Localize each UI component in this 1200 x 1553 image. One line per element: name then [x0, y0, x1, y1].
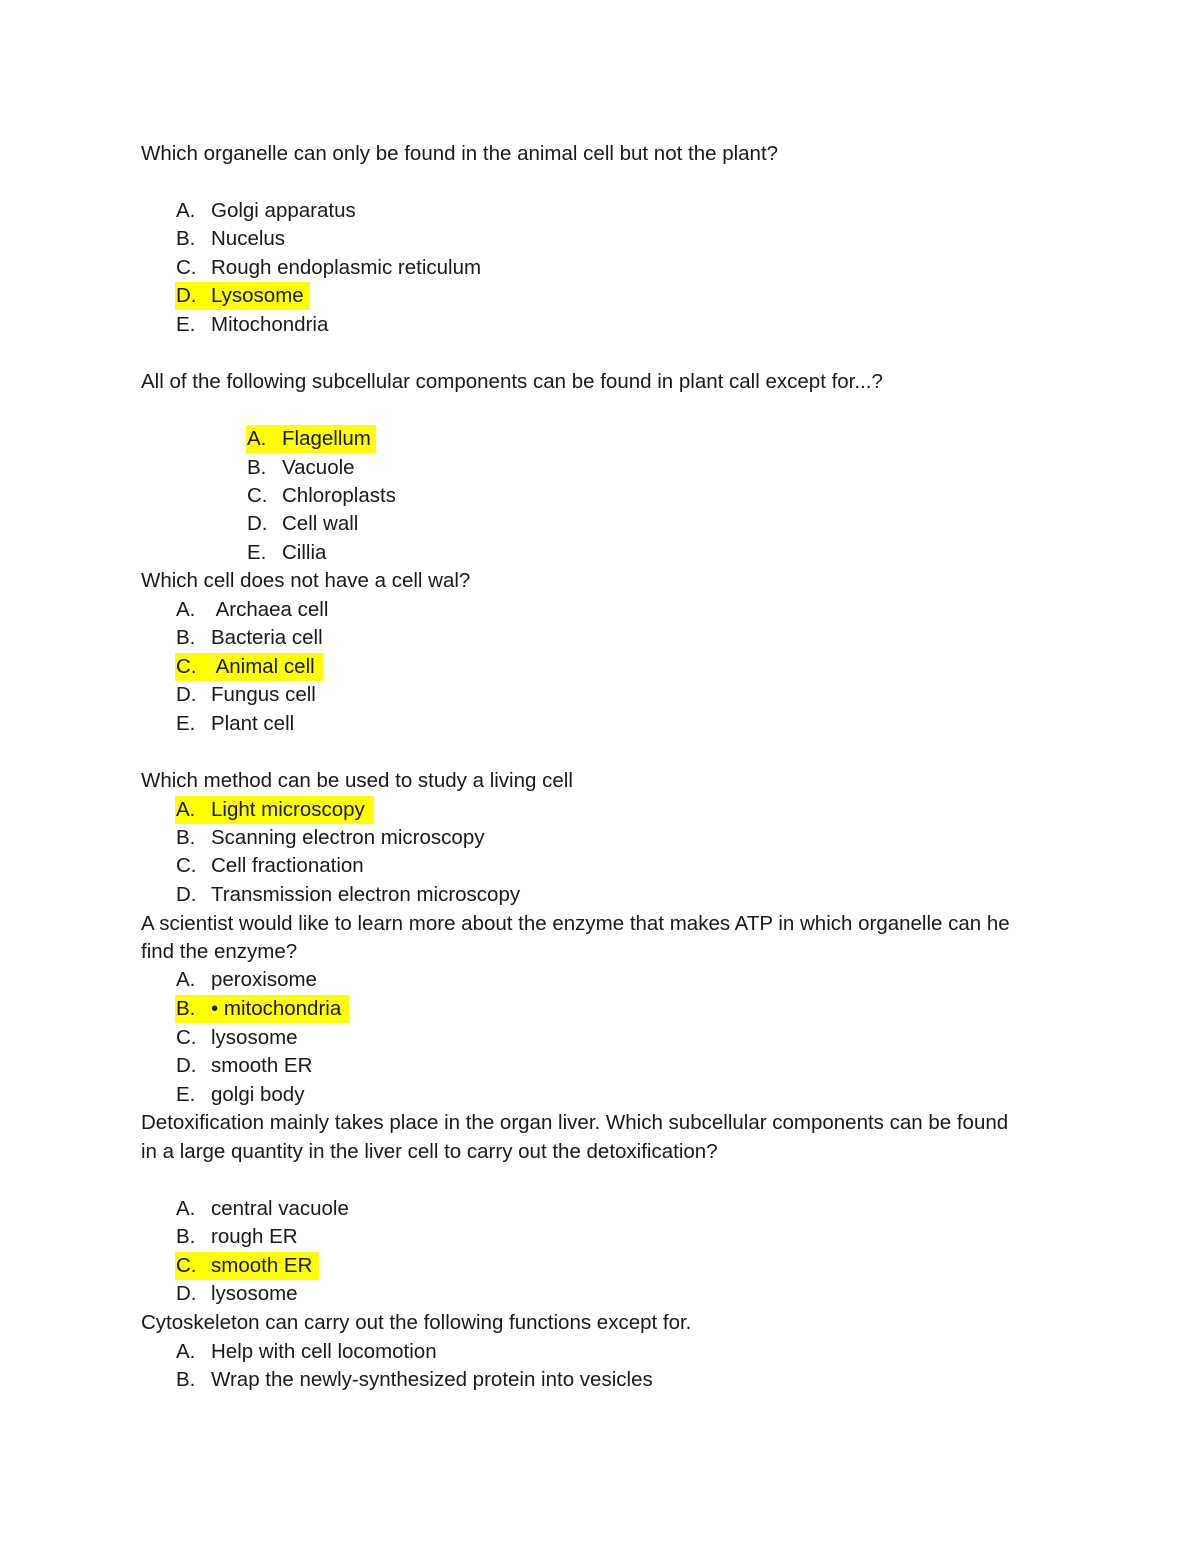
option-letter: C.: [176, 854, 197, 877]
option-text: smooth ER: [211, 1254, 313, 1277]
option-letter: C.: [176, 655, 197, 678]
question-1-prompt: Which organelle can only be found in the animal cell but not the plant?: [141, 142, 779, 165]
option-text: Scanning electron microscopy: [211, 826, 485, 849]
option-letter: A.: [176, 968, 196, 991]
option-text: lysosome: [211, 1026, 298, 1049]
option-letter: B.: [176, 626, 196, 649]
question-4-prompt: Which method can be used to study a living cell: [141, 769, 573, 792]
option-letter: B.: [176, 1225, 196, 1248]
question-2-option-a-highlighted: [246, 425, 376, 453]
option-text: Help with cell locomotion: [211, 1340, 437, 1363]
option-text: smooth ER: [211, 1054, 313, 1077]
option-text: Lysosome: [211, 284, 304, 307]
option-letter: D.: [176, 883, 197, 906]
option-text: Animal cell: [211, 655, 315, 678]
option-text: Chloroplasts: [282, 484, 396, 507]
option-letter: A.: [176, 798, 196, 821]
option-text: Mitochondria: [211, 313, 329, 336]
option-letter: E.: [176, 712, 196, 735]
option-letter: B.: [176, 1368, 196, 1391]
option-letter: A.: [176, 1197, 196, 1220]
option-letter: D.: [176, 1282, 197, 1305]
option-text: Archaea cell: [211, 598, 329, 621]
option-text: rough ER: [211, 1225, 298, 1248]
option-text: Golgi apparatus: [211, 199, 356, 222]
option-text: Vacuole: [282, 456, 355, 479]
option-text: Cillia: [282, 541, 327, 564]
question-5-prompt-line-2: find the enzyme?: [141, 940, 298, 963]
option-letter: A.: [247, 427, 267, 450]
option-letter: D.: [176, 1054, 197, 1077]
option-letter: C.: [176, 1026, 197, 1049]
option-letter: A.: [176, 1340, 196, 1363]
option-letter: B.: [176, 997, 196, 1020]
option-text: Cell fractionation: [211, 854, 364, 877]
option-text: Plant cell: [211, 712, 295, 735]
option-letter: C.: [247, 484, 268, 507]
question-7-prompt: Cytoskeleton can carry out the following functions except for.: [141, 1311, 692, 1334]
option-text: Transmission electron microscopy: [211, 883, 521, 906]
option-text: Fungus cell: [211, 683, 316, 706]
option-text: Bacteria cell: [211, 626, 323, 649]
option-letter: D.: [176, 284, 197, 307]
option-text: Nucelus: [211, 227, 286, 250]
option-text: Flagellum: [282, 427, 371, 450]
question-1-option-d-highlighted: [175, 282, 310, 310]
option-letter: A.: [176, 199, 196, 222]
question-3-prompt: Which cell does not have a cell wal?: [141, 569, 471, 592]
option-letter: E.: [247, 541, 267, 564]
option-letter: B.: [247, 456, 267, 479]
question-6-prompt-line-2: in a large quantity in the liver cell to carry out the detoxification?: [141, 1140, 718, 1163]
question-5-prompt-line-1: A scientist would like to learn more about the enzyme that makes ATP in which organelle can he: [141, 912, 1010, 935]
option-text: central vacuole: [211, 1197, 349, 1220]
option-text: • mitochondria: [211, 997, 342, 1020]
option-letter: C.: [176, 256, 197, 279]
option-text: Cell wall: [282, 512, 359, 535]
option-letter: E.: [176, 1083, 196, 1106]
option-letter: B.: [176, 826, 196, 849]
option-letter: D.: [176, 683, 197, 706]
option-text: peroxisome: [211, 968, 317, 991]
question-5-option-b-highlighted: [175, 995, 349, 1023]
option-text: golgi body: [211, 1083, 305, 1106]
option-letter: C.: [176, 1254, 197, 1277]
option-letter: E.: [176, 313, 196, 336]
option-text: Light microscopy: [211, 798, 365, 821]
option-text: Rough endoplasmic reticulum: [211, 256, 482, 279]
question-3-option-c-highlighted: [175, 653, 323, 681]
option-letter: B.: [176, 227, 196, 250]
option-letter: D.: [247, 512, 268, 535]
option-text: Wrap the newly-synthesized protein into vesicles: [211, 1368, 653, 1391]
option-text: lysosome: [211, 1282, 298, 1305]
question-4-option-a-highlighted: [175, 796, 374, 824]
question-6-prompt-line-1: Detoxification mainly takes place in the organ liver. Which subcellular components can be found: [141, 1111, 1009, 1134]
question-2-prompt: All of the following subcellular components can be found in plant call except for...?: [141, 370, 883, 393]
option-letter: A.: [176, 598, 196, 621]
question-6-option-c-highlighted: [175, 1252, 319, 1280]
